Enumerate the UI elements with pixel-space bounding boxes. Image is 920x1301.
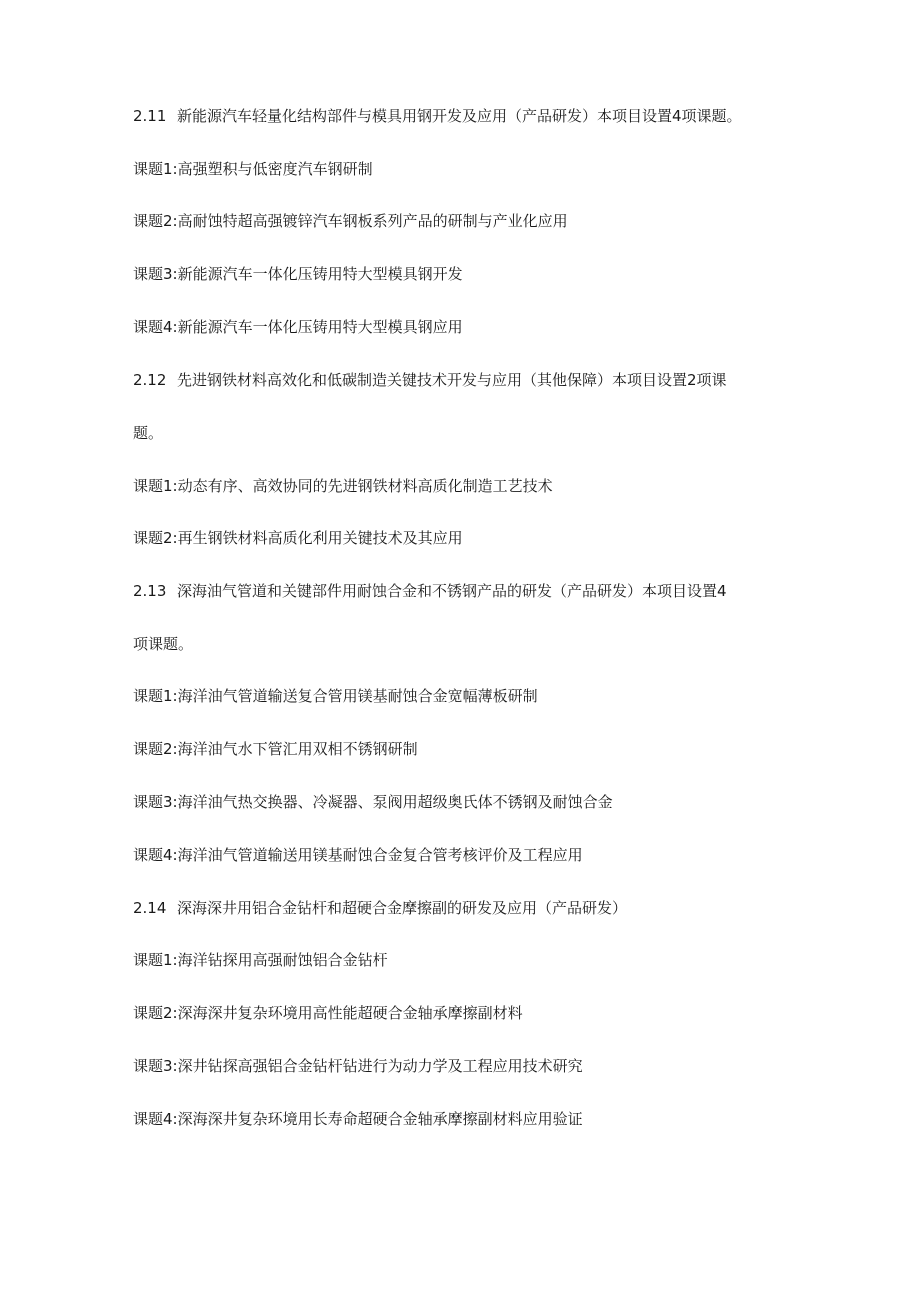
section-title: 深海油气管道和关键部件用耐蚀合金和不锈钢产品的研发（产品研发）本项目设置4: [177, 582, 727, 600]
section-number: 2.13: [133, 582, 167, 600]
topic-line: 课题1:高强塑积与低密度汽车钢研制: [133, 160, 373, 178]
topic-line: 课题4:新能源汽车一体化压铸用特大型模具钢应用: [133, 318, 463, 336]
topic-line: 课题2:海洋油气水下管汇用双相不锈钢研制: [133, 740, 418, 758]
section-number: 2.12: [133, 371, 167, 389]
section-title: 深海深井用铝合金钻杆和超硬合金摩擦副的研发及应用（产品研发）: [177, 899, 628, 917]
topic-line: 课题4:深海深井复杂环境用长寿命超硬合金轴承摩擦副材料应用验证: [133, 1110, 583, 1128]
section-heading: [133, 370, 727, 390]
section-title: 新能源汽车轻量化结构部件与模具用钢开发及应用（产品研发）本项目设置4项课题。: [177, 107, 742, 125]
topic-line: 课题3:深井钻探高强铝合金钻杆钻进行为动力学及工程应用技术研究: [133, 1057, 583, 1075]
section-title: 先进钢铁材料高效化和低碳制造关键技术开发与应用（其他保障）本项目设置2项课: [177, 371, 727, 389]
topic-line: 课题2:高耐蚀特超高强镀锌汽车钢板系列产品的研制与产业化应用: [133, 212, 568, 230]
topic-line: 课题2:再生钢铁材料高质化利用关键技术及其应用: [133, 529, 463, 547]
section-number: 2.11: [133, 107, 167, 125]
section-title-continued: 项课题。: [133, 635, 194, 653]
section-title-continued: 题。: [133, 424, 164, 442]
topic-line: 课题2:深海深井复杂环境用高性能超硬合金轴承摩擦副材料: [133, 1004, 523, 1022]
topic-line: 课题1:海洋油气管道输送复合管用镁基耐蚀合金宽幅薄板研制: [133, 687, 538, 705]
topic-line: 课题3:海洋油气热交换器、冷凝器、泵阀用超级奥氏体不锈钢及耐蚀合金: [133, 793, 613, 811]
section-number: 2.14: [133, 899, 167, 917]
topic-line: 课题1:动态有序、高效协同的先进钢铁材料高质化制造工艺技术: [133, 477, 553, 495]
topic-line: 课题4:海洋油气管道输送用镁基耐蚀合金复合管考核评价及工程应用: [133, 846, 583, 864]
section-heading: [133, 898, 627, 918]
section-heading: [133, 106, 742, 126]
topic-line: 课题3:新能源汽车一体化压铸用特大型模具钢开发: [133, 265, 463, 283]
topic-line: 课题1:海洋钻探用高强耐蚀铝合金钻杆: [133, 951, 388, 969]
section-heading: [133, 581, 727, 601]
